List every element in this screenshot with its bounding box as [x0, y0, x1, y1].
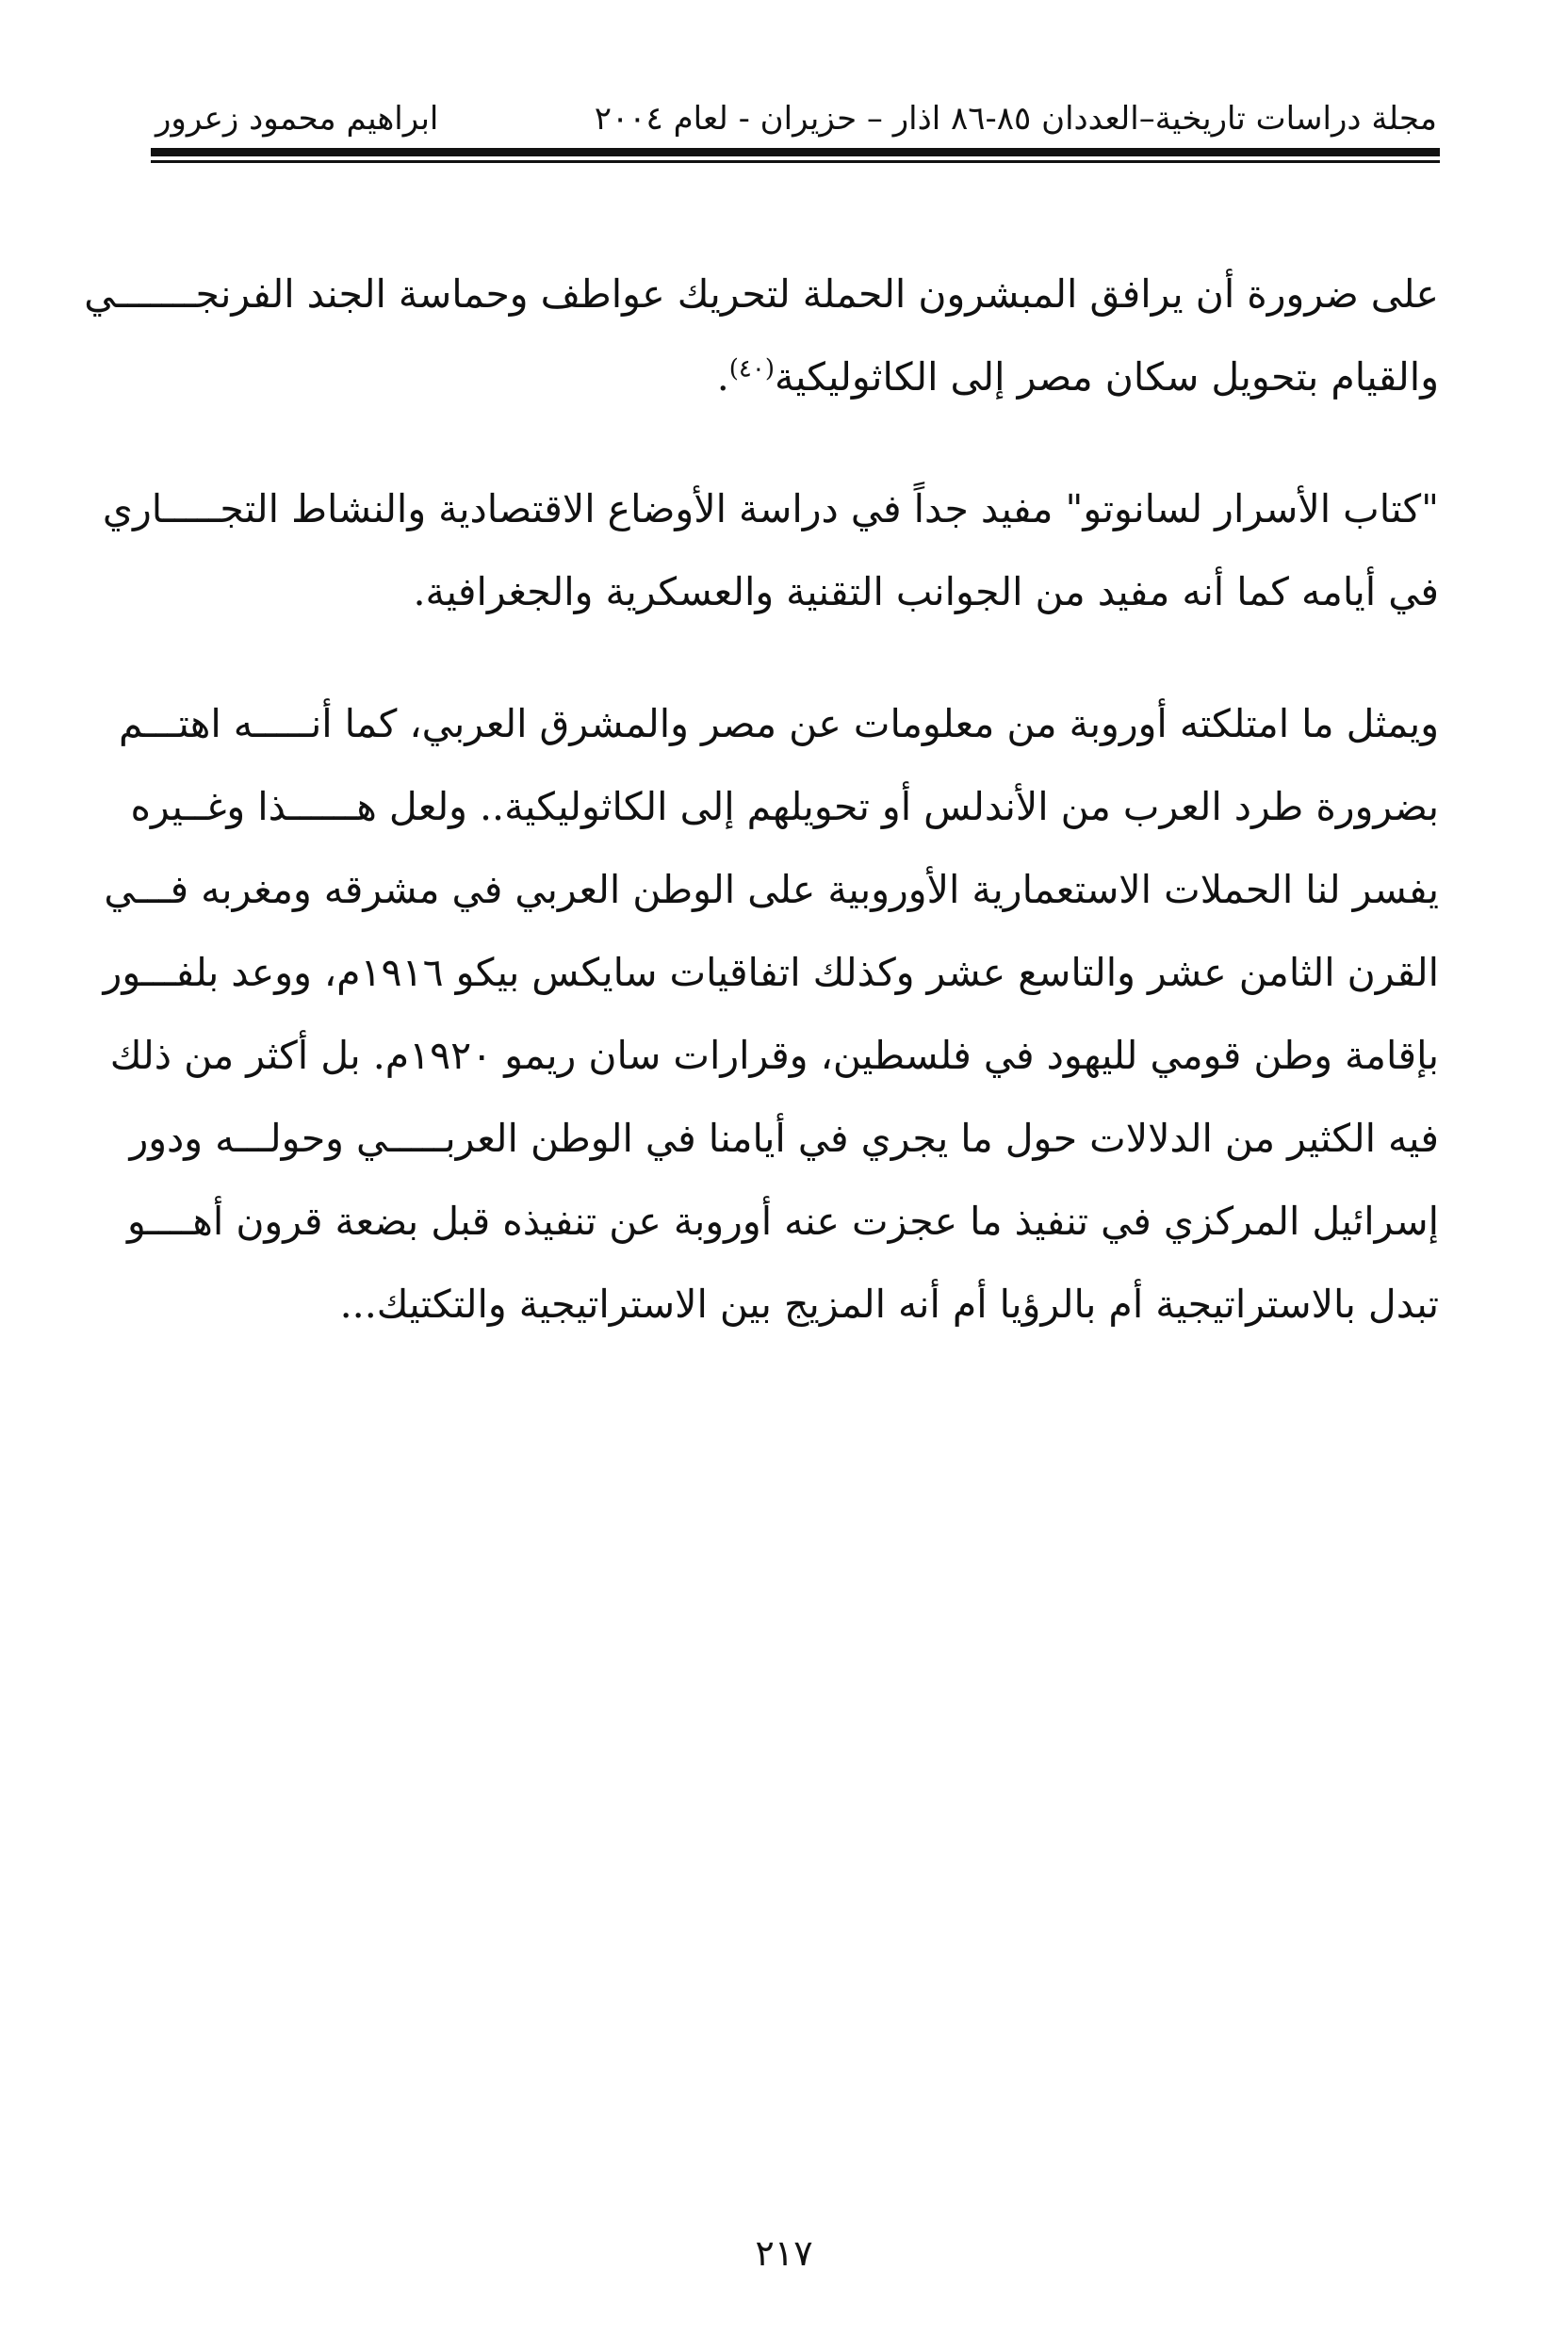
header-rule-thick: [151, 148, 1440, 156]
text-line: تبدل بالاستراتيجية أم بالرؤيا أم أنه المزيج بين الاستراتيجية والتكتيك...: [339, 1282, 1439, 1327]
text-line: إسرائيل المركزي في تنفيذ ما عجزت عنه أوروبة عن تنفيذه قبل بضعة قرون أهــــو: [127, 1199, 1439, 1244]
paragraph-2: [102, 467, 1439, 633]
text-line: "كتاب الأسرار لسانوتو" مفيد جداً في دراسة الأوضاع الاقتصادية والنشاط التجـــــاري: [102, 486, 1439, 531]
text-line: بضرورة طرد العرب من الأندلس أو تحويلهم إلى الكاثوليكية.. ولعل هــــــذا وغــيره: [130, 784, 1439, 829]
body-text: [84, 253, 1439, 1395]
page-number: ٢١٧: [755, 2232, 813, 2274]
text-line: القرن الثامن عشر والتاسع عشر وكذلك اتفاقيات سايكس بيكو ١٩١٦م، ووعد بلفـــور: [103, 950, 1439, 995]
footnote-reference: (٤٠): [728, 354, 775, 384]
text-line: على ضرورة أن يرافق المبشرون الحملة لتحريك عواطف وحماسة الجند الفرنجـــــــي: [84, 271, 1439, 317]
text-line: [153, 335, 1439, 418]
journal-citation: مجلة دراسات تاريخية–العددان ٨٥-٨٦ اذار – حزيران - لعام ٢٠٠٤: [594, 100, 1437, 138]
text-line: ويمثل ما امتلكته أوروبة من معلومات عن مصر والمشرق العربي، كما أنـــــه اهتـــم: [119, 701, 1439, 746]
running-header: [155, 94, 1437, 143]
header-rule-thin: [151, 160, 1440, 163]
text-line: فيه الكثير من الدلالات حول ما يجري في أيامنا في الوطن العربـــــي وحولـــه ودور: [129, 1116, 1439, 1161]
article-author: ابراهيم محمود زعرور: [155, 100, 439, 138]
paragraph-3: [103, 682, 1439, 1346]
paragraph-1: [84, 253, 1439, 418]
text-line-content: والقيام بتحويل سكان مصر إلى الكاثوليكية: [775, 354, 1439, 400]
sentence-end-period: .: [716, 354, 729, 400]
text-line: بإقامة وطن قومي لليهود في فلسطين، وقرارات سان ريمو ١٩٢٠م. بل أكثر من ذلك: [109, 1033, 1439, 1078]
text-line: يفسر لنا الحملات الاستعمارية الأوروبية على الوطن العربي في مشرقه ومغربه فـــي: [104, 867, 1439, 912]
text-line: في أيامه كما أنه مفيد من الجوانب التقنية والعسكرية والجغرافية.: [413, 569, 1439, 614]
